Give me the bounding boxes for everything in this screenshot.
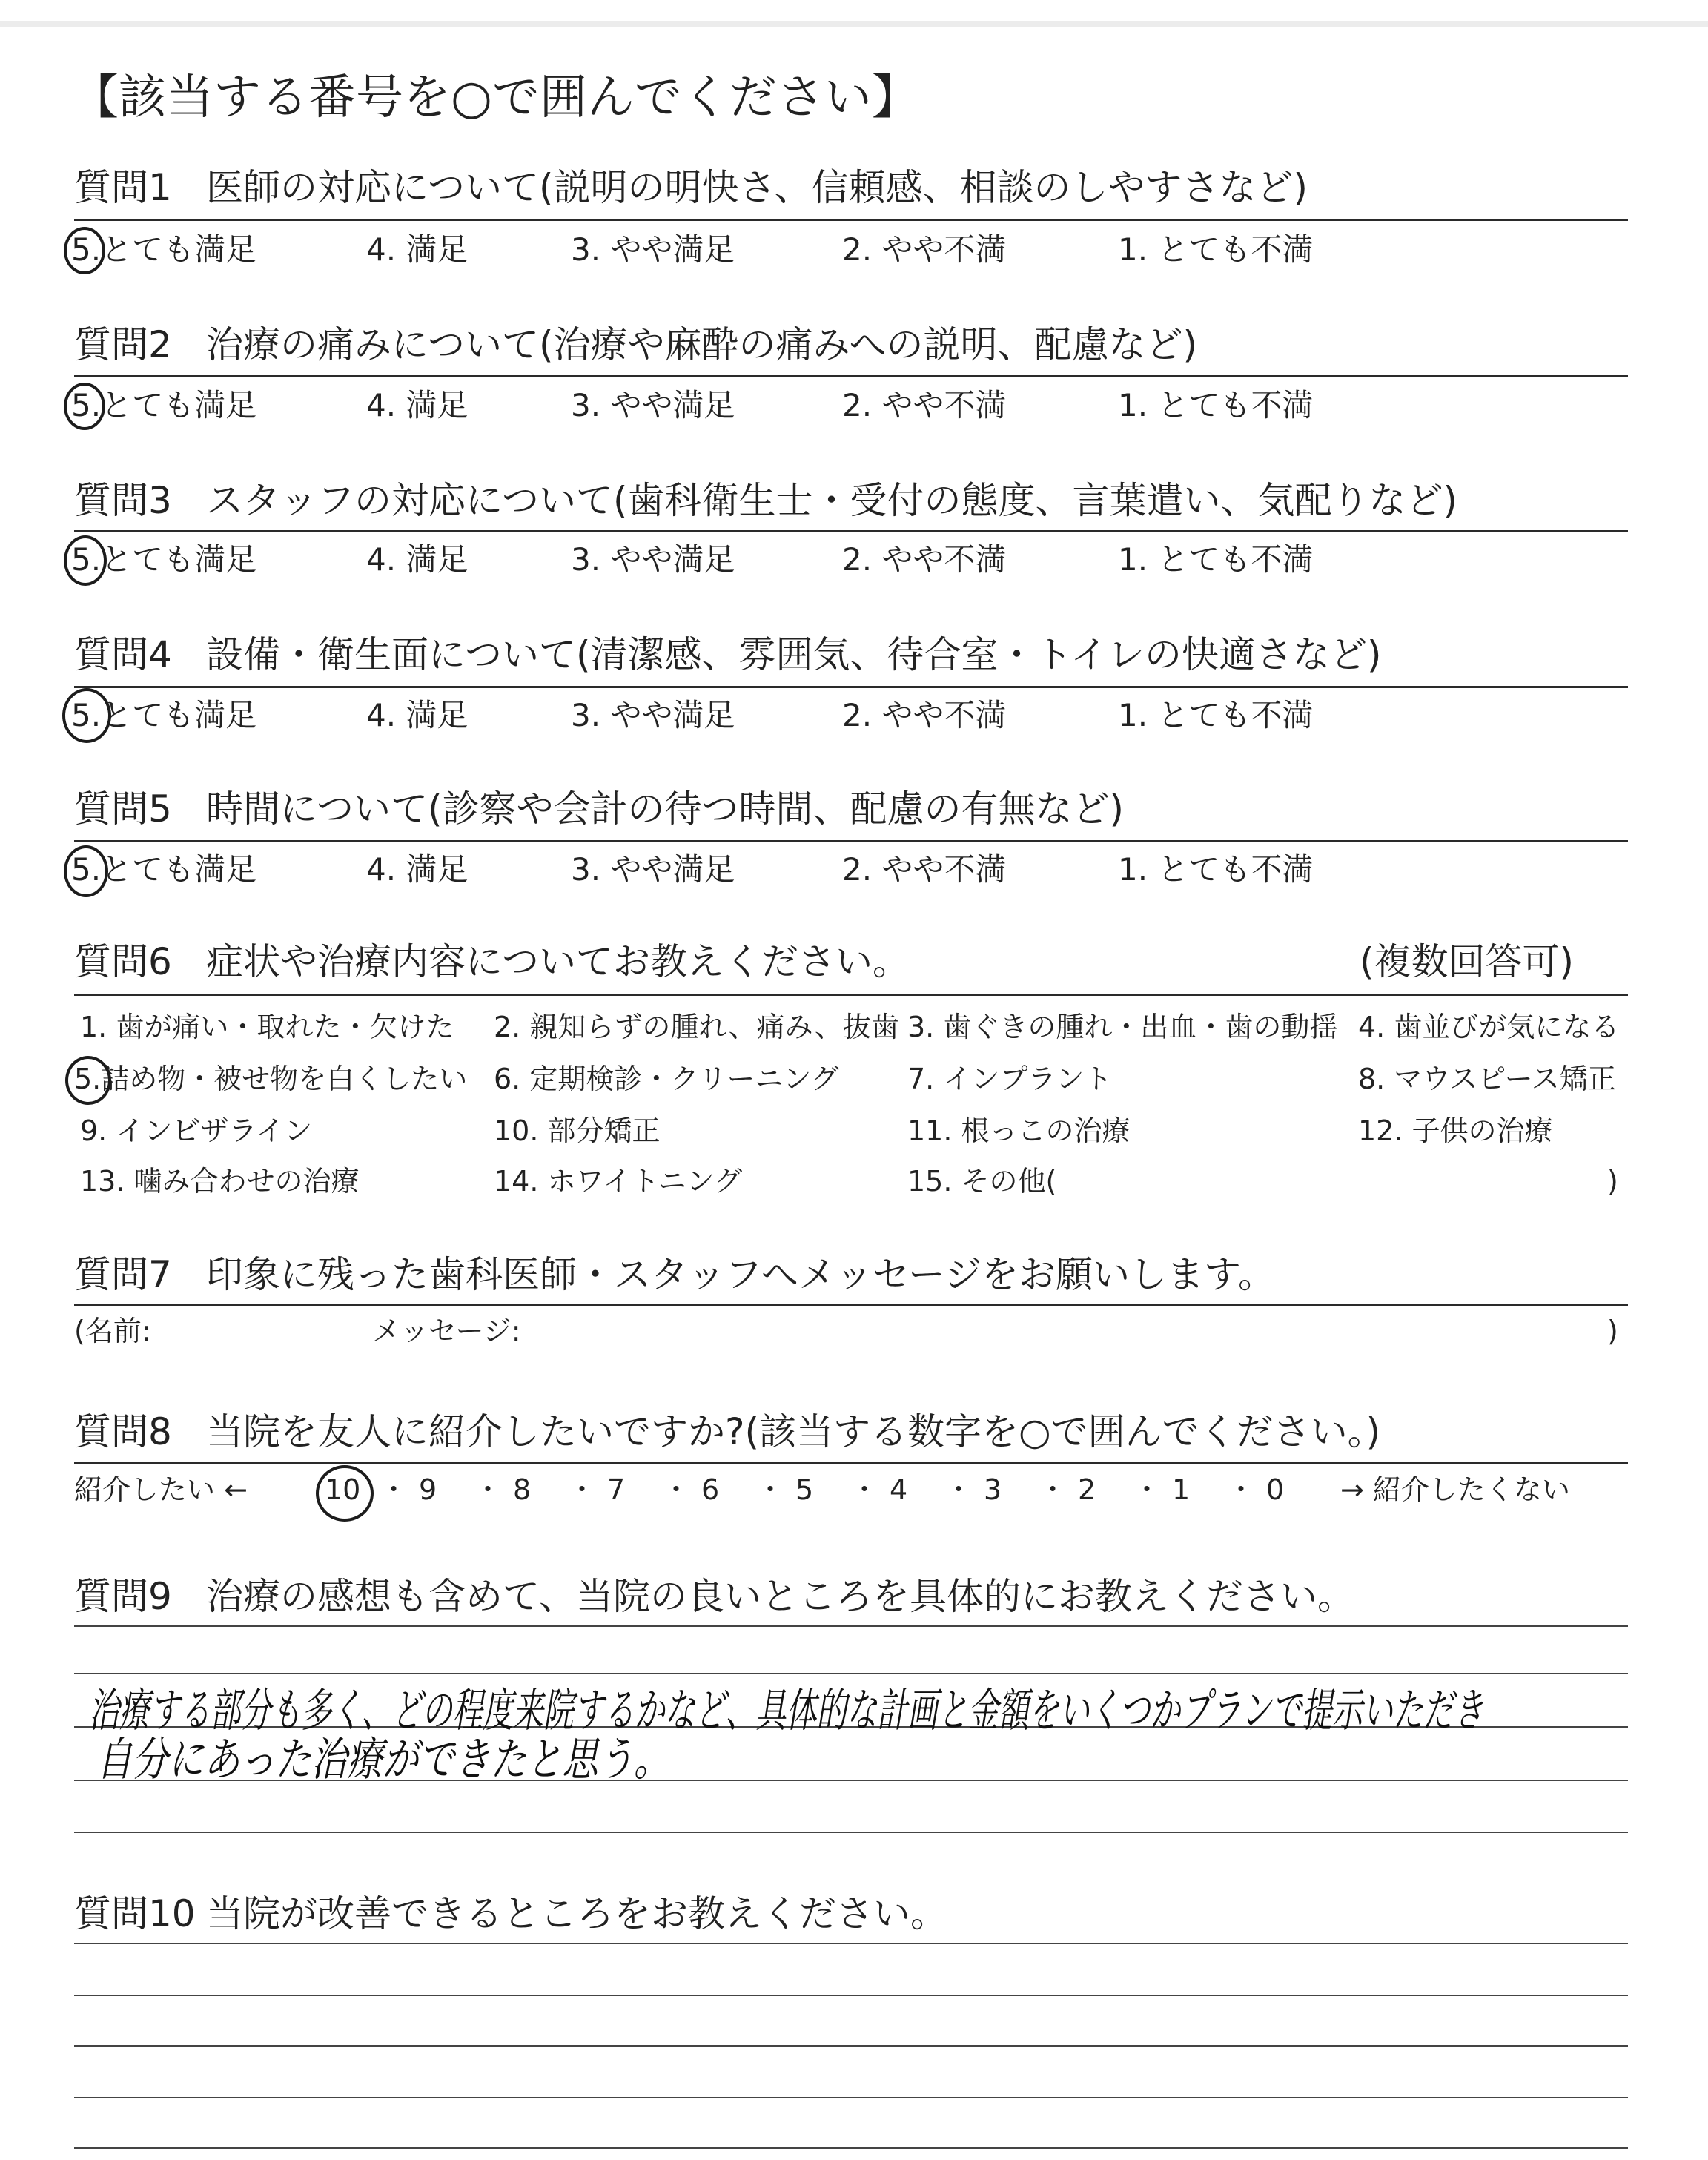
q4-rule bbox=[74, 686, 1628, 688]
q6-option-7[interactable]: 7. インプラント bbox=[907, 1063, 1113, 1095]
q8-scale-separator: ・ bbox=[756, 1473, 785, 1506]
q8-scale-0[interactable]: 0 bbox=[1266, 1473, 1285, 1506]
q5-selection-circle bbox=[64, 845, 108, 897]
q1-selection-circle bbox=[64, 227, 105, 274]
q8-scale-separator: ・ bbox=[1039, 1473, 1068, 1506]
q8-selection-circle bbox=[316, 1465, 374, 1522]
q8-scale-3[interactable]: 3 bbox=[984, 1473, 1002, 1506]
q8-text: 当院を友人に紹介したいですか?(該当する数字を○で囲んでください。) bbox=[206, 1410, 1381, 1453]
q5-rule bbox=[74, 840, 1628, 842]
q8-scale-9[interactable]: 9 bbox=[419, 1473, 437, 1506]
q1-option-4[interactable]: 4. 満足 bbox=[366, 231, 469, 268]
q6-option-11[interactable]: 11. 根っこの治療 bbox=[907, 1114, 1131, 1147]
q1-option-1[interactable]: 1. とても不満 bbox=[1118, 231, 1314, 268]
q6-option-10[interactable]: 10. 部分矯正 bbox=[494, 1114, 661, 1147]
q6-rule bbox=[74, 994, 1628, 996]
q6-option-6[interactable]: 6. 定期検診・クリーニング bbox=[494, 1063, 839, 1095]
page-title: 【該当する番号を○で囲んでください】 bbox=[71, 70, 919, 125]
q6-option-9[interactable]: 9. インビザライン bbox=[80, 1114, 313, 1147]
q7-close-paren: ) bbox=[1607, 1315, 1618, 1347]
q3-option-1[interactable]: 1. とても不満 bbox=[1118, 541, 1314, 578]
q10-line-4 bbox=[74, 2147, 1628, 2149]
q5-label: 質問5 bbox=[74, 787, 172, 830]
q4-option-1[interactable]: 1. とても不満 bbox=[1118, 697, 1314, 733]
q5-option-1[interactable]: 1. とても不満 bbox=[1118, 851, 1314, 888]
q6-option-1[interactable]: 1. 歯が痛い・取れた・欠けた bbox=[80, 1011, 454, 1043]
q7-label: 質問7 bbox=[74, 1253, 172, 1296]
q8-scale-4[interactable]: 4 bbox=[890, 1473, 908, 1506]
q10-rule bbox=[74, 1943, 1628, 1944]
q6-option-15[interactable]: 15. その他( bbox=[907, 1165, 1057, 1198]
q8-scale-separator: ・ bbox=[850, 1473, 879, 1506]
q4-option-5[interactable]: 5.とても満足 bbox=[71, 697, 257, 733]
q8-scale-separator: ・ bbox=[662, 1473, 691, 1506]
q4-label: 質問4 bbox=[74, 633, 172, 676]
q8-scale-2[interactable]: 2 bbox=[1078, 1473, 1096, 1506]
q8-scale-8[interactable]: 8 bbox=[513, 1473, 532, 1506]
q4-option-4[interactable]: 4. 満足 bbox=[366, 697, 469, 733]
q8-scale-separator: ・ bbox=[474, 1473, 503, 1506]
q6-option-14[interactable]: 14. ホワイトニング bbox=[494, 1165, 743, 1198]
q1-label: 質問1 bbox=[74, 166, 172, 209]
q6-selection-circle bbox=[65, 1056, 111, 1105]
q2-label: 質問2 bbox=[74, 323, 172, 366]
q2-option-2[interactable]: 2. やや不満 bbox=[842, 387, 1007, 423]
q3-option-2[interactable]: 2. やや不満 bbox=[842, 541, 1007, 578]
q8-right-label: → 紹介したくない bbox=[1340, 1473, 1570, 1506]
q6-label: 質問6 bbox=[74, 940, 172, 983]
q5-option-2[interactable]: 2. やや不満 bbox=[842, 851, 1007, 888]
q5-text: 時間について(診察や会計の待つ時間、配慮の有無など) bbox=[206, 787, 1125, 830]
q7-rule bbox=[74, 1304, 1628, 1306]
q10-line-2 bbox=[74, 2045, 1628, 2047]
q7-text: 印象に残った歯科医師・スタッフへメッセージをお願いします。 bbox=[206, 1253, 1275, 1296]
q8-rule bbox=[74, 1462, 1628, 1464]
q6-note: (複数回答可) bbox=[1360, 940, 1575, 983]
q7-name-label: (名前: bbox=[74, 1315, 151, 1347]
q1-rule bbox=[74, 219, 1628, 221]
q6-option-2[interactable]: 2. 親知らずの腫れ、痛み、抜歯 bbox=[494, 1011, 899, 1043]
q6-option-4[interactable]: 4. 歯並びが気になる bbox=[1358, 1011, 1620, 1043]
q6-option-3[interactable]: 3. 歯ぐきの腫れ・出血・歯の動揺 bbox=[907, 1011, 1338, 1043]
q3-label: 質問3 bbox=[74, 479, 172, 522]
q3-option-5[interactable]: 5.とても満足 bbox=[71, 541, 257, 578]
q10-text: 当院が改善できるところをお教えください。 bbox=[206, 1892, 947, 1935]
q2-option-3[interactable]: 3. やや満足 bbox=[571, 387, 735, 423]
q9-handwritten-answer-2: 自分にあった治療ができたと思う。 bbox=[96, 1732, 670, 1786]
q5-option-5[interactable]: 5.とても満足 bbox=[71, 851, 257, 888]
q1-text: 医師の対応について(説明の明快さ、信頼感、相談のしやすさなど) bbox=[206, 166, 1308, 209]
q10-line-1 bbox=[74, 1995, 1628, 1996]
q6-text: 症状や治療内容についてお教えください。 bbox=[206, 940, 910, 983]
q8-scale-separator: ・ bbox=[568, 1473, 597, 1506]
q8-scale-separator: ・ bbox=[380, 1473, 408, 1506]
q6-option-12[interactable]: 12. 子供の治療 bbox=[1358, 1114, 1553, 1147]
q2-option-4[interactable]: 4. 満足 bbox=[366, 387, 469, 423]
q8-scale-5[interactable]: 5 bbox=[795, 1473, 814, 1506]
q9-answer-line-4 bbox=[74, 1832, 1628, 1833]
q8-scale-6[interactable]: 6 bbox=[701, 1473, 720, 1506]
q8-scale-10[interactable]: 10 bbox=[325, 1473, 361, 1506]
q10-label: 質問10 bbox=[74, 1892, 196, 1935]
q5-option-3[interactable]: 3. やや満足 bbox=[571, 851, 735, 888]
q2-option-1[interactable]: 1. とても不満 bbox=[1118, 387, 1314, 423]
q9-label: 質問9 bbox=[74, 1575, 172, 1618]
q3-rule bbox=[74, 530, 1628, 532]
q4-text: 設備・衛生面について(清潔感、雰囲気、待合室・トイレの快適さなど) bbox=[206, 633, 1382, 676]
q7-message-label: メッセージ: bbox=[372, 1315, 521, 1347]
q4-selection-circle bbox=[62, 688, 111, 743]
q5-option-4[interactable]: 4. 満足 bbox=[366, 851, 469, 888]
q3-option-4[interactable]: 4. 満足 bbox=[366, 541, 469, 578]
q1-option-5[interactable]: 5.とても満足 bbox=[71, 231, 257, 268]
q6-option-5[interactable]: 5.詰め物・被せ物を白くしたい bbox=[74, 1063, 468, 1095]
q2-text: 治療の痛みについて(治療や麻酔の痛みへの説明、配慮など) bbox=[206, 323, 1198, 366]
q2-selection-circle bbox=[64, 383, 105, 430]
q2-rule bbox=[74, 375, 1628, 377]
q1-option-2[interactable]: 2. やや不満 bbox=[842, 231, 1007, 268]
q4-option-2[interactable]: 2. やや不満 bbox=[842, 697, 1007, 733]
q9-text: 治療の感想も含めて、当院の良いところを具体的にお教えください。 bbox=[206, 1575, 1354, 1618]
q8-left-label: 紹介したい ← bbox=[74, 1473, 248, 1506]
q6-option-15-close: ) bbox=[1607, 1165, 1618, 1198]
q1-option-3[interactable]: 3. やや満足 bbox=[571, 231, 735, 268]
q8-scale-separator: ・ bbox=[944, 1473, 973, 1506]
q3-text: スタッフの対応について(歯科衛生士・受付の態度、言葉遣い、気配りなど) bbox=[206, 479, 1458, 522]
q8-scale-1[interactable]: 1 bbox=[1172, 1473, 1191, 1506]
q10-line-3 bbox=[74, 2097, 1628, 2098]
q3-option-3[interactable]: 3. やや満足 bbox=[571, 541, 735, 578]
q8-scale-separator: ・ bbox=[1227, 1473, 1256, 1506]
q9-handwritten-answer-1: 治療する部分も多く、どの程度来院するかなど、具体的な計画と金額をいくつかプランで提示いただき bbox=[89, 1683, 1484, 1737]
scan-top-edge bbox=[0, 21, 1708, 27]
q6-option-13[interactable]: 13. 噛み合わせの治療 bbox=[80, 1165, 360, 1198]
q8-scale-separator: ・ bbox=[1133, 1473, 1162, 1506]
q9-rule bbox=[74, 1625, 1628, 1627]
q9-answer-line-1 bbox=[74, 1673, 1628, 1674]
q3-selection-circle bbox=[64, 535, 107, 586]
q8-label: 質問8 bbox=[74, 1410, 172, 1453]
q8-scale-7[interactable]: 7 bbox=[607, 1473, 626, 1506]
q6-option-8[interactable]: 8. マウスピース矯正 bbox=[1358, 1063, 1616, 1095]
q2-option-5[interactable]: 5.とても満足 bbox=[71, 387, 257, 423]
q4-option-3[interactable]: 3. やや満足 bbox=[571, 697, 735, 733]
